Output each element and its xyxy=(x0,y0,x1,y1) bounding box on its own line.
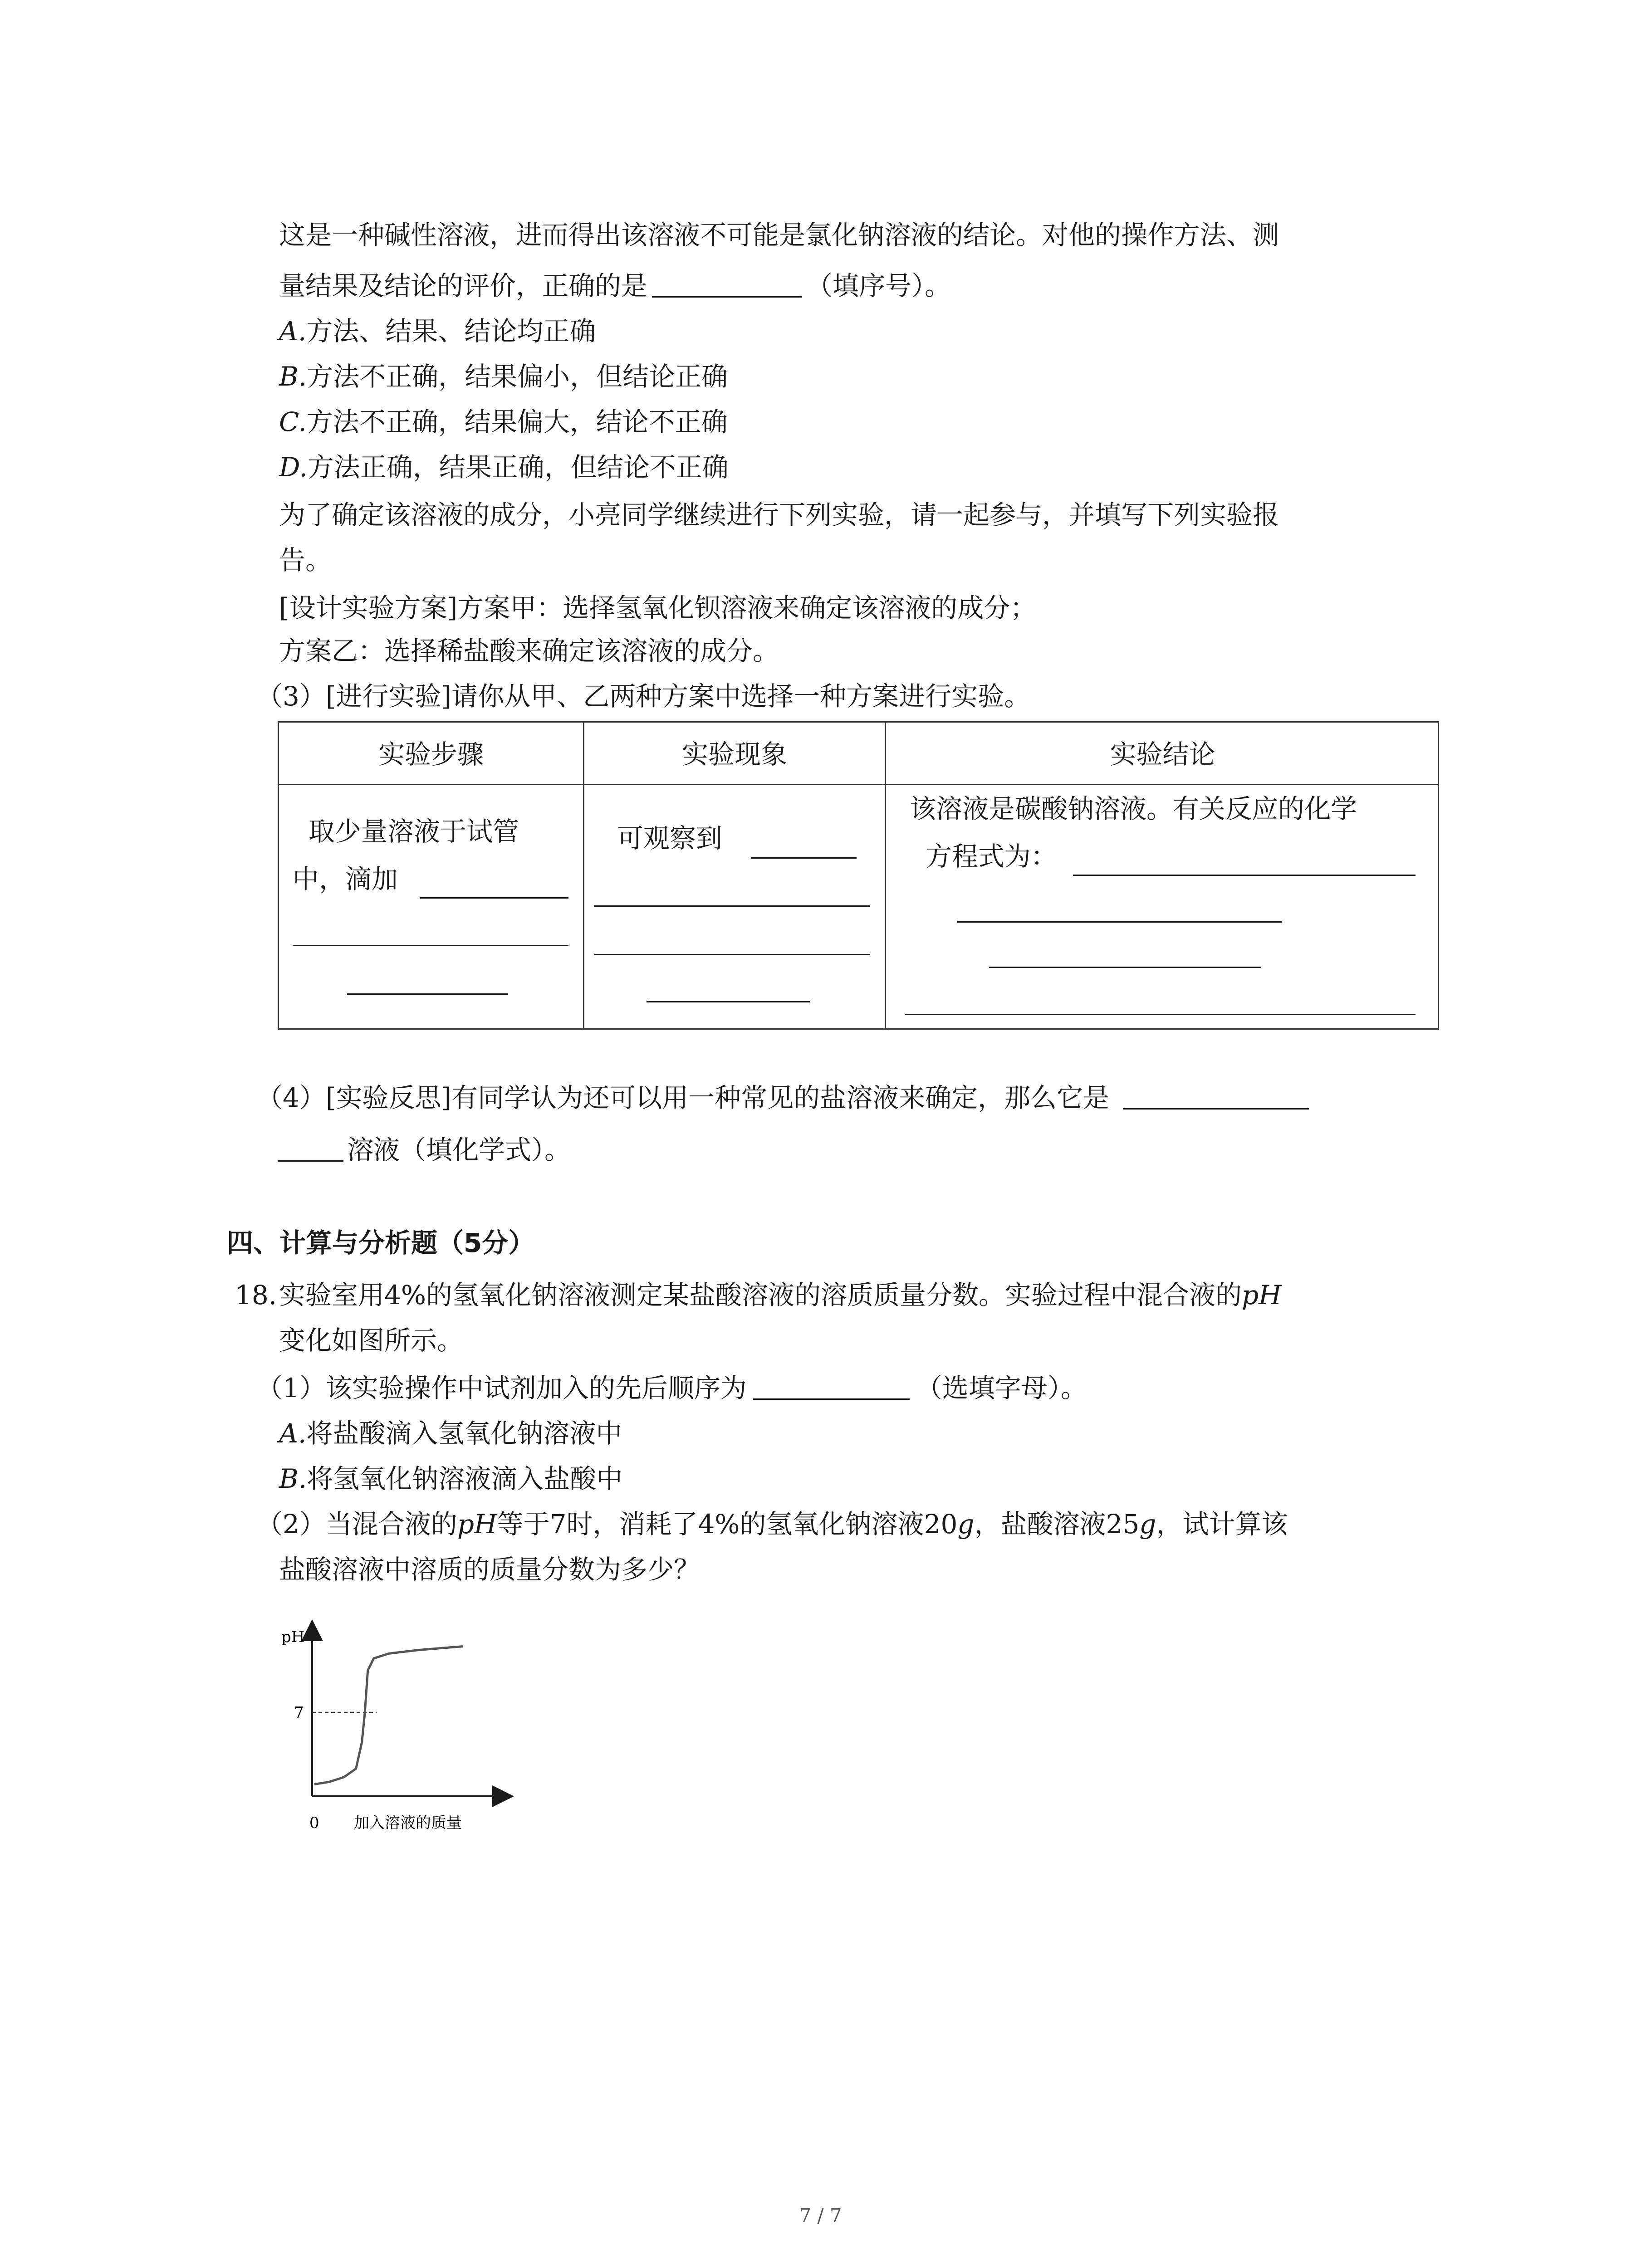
table-header: 实验结论 xyxy=(1110,739,1215,770)
text-line: （3）[进行实验]请你从甲、乙两种方案中选择一种方案进行实验。 xyxy=(256,681,1031,712)
answer-blank[interactable] xyxy=(420,897,568,899)
text-fragment: ，试计算该 xyxy=(1156,1509,1288,1540)
option-c xyxy=(279,404,728,440)
option-letter: B. xyxy=(279,1463,307,1494)
text-fragment: （填序号）。 xyxy=(806,270,951,301)
section-heading: 四、计算与分析题（5分） xyxy=(227,1227,535,1258)
text-line: [设计实验方案]方案甲：选择氢氧化钡溶液来确定该溶液的成分； xyxy=(279,592,1037,623)
option-b xyxy=(279,1461,622,1497)
step-text: 中，滴加 xyxy=(293,864,398,894)
text-fragment: （选填字母）。 xyxy=(916,1373,1087,1403)
answer-blank[interactable] xyxy=(957,921,1282,923)
ph-symbol: pH xyxy=(1242,1280,1282,1310)
answer-blank[interactable] xyxy=(905,1014,1416,1015)
experiment-table xyxy=(278,721,1439,1030)
option-text: 方法不正确，结果偏大，结论不正确 xyxy=(306,406,728,437)
text-fragment: 等于7时，消耗了4%的氢氧化钠溶液20 xyxy=(497,1509,958,1540)
answer-blank[interactable] xyxy=(647,1001,810,1002)
text-line xyxy=(256,1370,1087,1406)
answer-blank[interactable] xyxy=(753,1371,910,1400)
answer-blank[interactable] xyxy=(594,905,870,907)
text-fragment: （2）当混合液的 xyxy=(256,1509,457,1540)
question-number: 18. xyxy=(235,1280,277,1310)
x-axis-label: 加入溶液的质量 xyxy=(354,1814,462,1832)
y-axis-label: pH xyxy=(281,1628,305,1646)
text-line: 为了确定该溶液的成分，小亮同学继续进行下列实验，请一起参与，并填写下列实验报 xyxy=(279,499,1279,530)
phenomenon-text: 可观察到 xyxy=(617,823,723,854)
text-line: 告。 xyxy=(279,545,332,576)
answer-blank[interactable] xyxy=(293,945,568,946)
text-line xyxy=(278,1132,571,1168)
step-text: 取少量溶液于试管 xyxy=(309,816,519,847)
text-line: 变化如图所示。 xyxy=(279,1325,464,1356)
unit-g: g xyxy=(957,1509,975,1540)
y-tick-label: 7 xyxy=(294,1704,304,1722)
option-d xyxy=(279,449,729,485)
text-line: 盐酸溶液中溶质的质量分数为多少？ xyxy=(279,1554,700,1585)
option-a xyxy=(279,313,596,349)
text-fragment: 量结果及结论的评价，正确的是 xyxy=(279,270,648,301)
option-text: 方法不正确，结果偏小，但结论正确 xyxy=(307,361,728,392)
text-fragment: 实验室用4%的氢氧化钠溶液测定某盐酸溶液的溶质质量分数。实验过程中混合液的 xyxy=(279,1280,1242,1310)
answer-blank[interactable] xyxy=(1123,1081,1309,1110)
option-text: 将盐酸滴入氢氧化钠溶液中 xyxy=(306,1418,622,1449)
answer-blank[interactable] xyxy=(751,857,857,859)
ph-curve-line xyxy=(314,1647,463,1784)
text-line xyxy=(256,1506,1288,1542)
table-header: 实验步骤 xyxy=(378,739,484,770)
option-text: 将氢氧化钠溶液滴入盐酸中 xyxy=(307,1463,623,1494)
text-fragment: （4）[实验反思]有同学认为还可以用一种常见的盐溶液来确定，那么它是 xyxy=(256,1082,1110,1113)
text-fragment: 溶液（填化学式）。 xyxy=(347,1134,571,1165)
option-a xyxy=(279,1415,622,1452)
page-number: 7 / 7 xyxy=(799,2204,842,2227)
option-letter: A. xyxy=(279,1418,307,1449)
text-line xyxy=(256,1080,1313,1116)
table-header: 实验现象 xyxy=(681,739,787,770)
conclusion-text: 该溶液是碳酸钠溶液。有关反应的化学 xyxy=(910,793,1357,824)
answer-blank[interactable] xyxy=(652,269,802,298)
answer-blank[interactable] xyxy=(1073,875,1416,876)
option-letter: D. xyxy=(279,452,308,483)
text-line xyxy=(279,1277,1282,1313)
option-letter: A. xyxy=(279,316,307,347)
conclusion-text: 方程式为： xyxy=(926,841,1058,872)
text-fragment: ，盐酸溶液25 xyxy=(974,1509,1140,1540)
option-letter: B. xyxy=(279,361,307,392)
text-line xyxy=(279,268,951,304)
answer-blank[interactable] xyxy=(347,993,508,995)
ph-symbol: pH xyxy=(457,1509,497,1540)
ph-curve-chart xyxy=(268,1615,522,1842)
text-line: 这是一种碱性溶液，进而得出该溶液不可能是氯化钠溶液的结论。对他的操作方法、测 xyxy=(279,220,1279,250)
answer-blank[interactable] xyxy=(278,1133,343,1162)
option-b xyxy=(279,358,728,395)
text-line: 方案乙：选择稀盐酸来确定该溶液的成分。 xyxy=(279,635,779,666)
option-text: 方法、结果、结论均正确 xyxy=(306,316,596,347)
text-fragment: （1）该实验操作中试剂加入的先后顺序为 xyxy=(256,1373,747,1403)
option-text: 方法正确，结果正确，但结论不正确 xyxy=(307,452,729,483)
origin-label: 0 xyxy=(309,1814,319,1832)
option-letter: C. xyxy=(279,406,307,437)
answer-blank[interactable] xyxy=(594,954,870,955)
unit-g: g xyxy=(1139,1509,1156,1540)
answer-blank[interactable] xyxy=(989,967,1261,968)
